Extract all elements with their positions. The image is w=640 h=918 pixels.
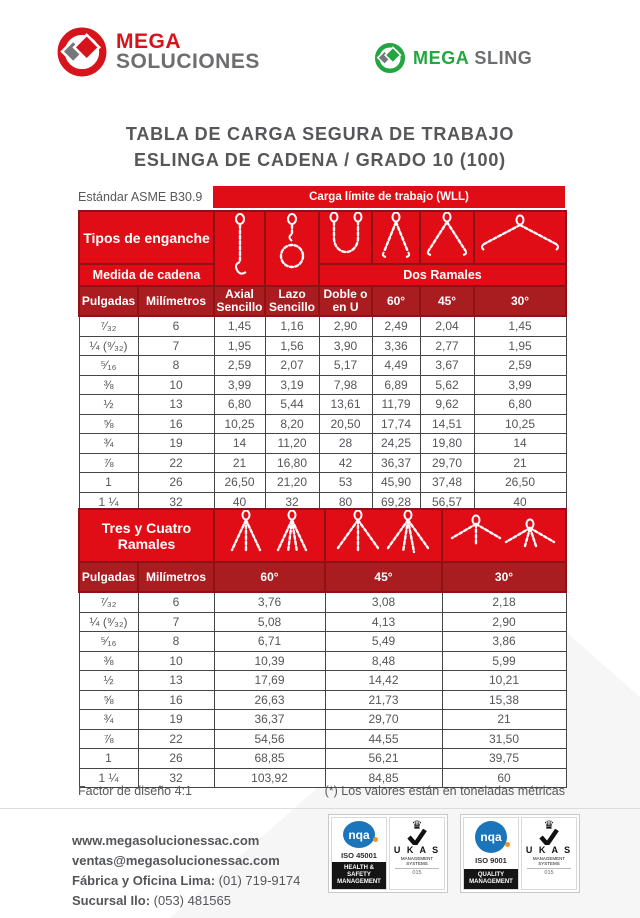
- mega-sling-logo: [374, 42, 532, 74]
- cell: 8: [138, 356, 214, 376]
- cell: ⅞: [79, 729, 138, 749]
- page-title: [0, 121, 640, 173]
- cell: 3,19: [265, 375, 319, 395]
- cell: 1,95: [214, 336, 265, 356]
- cell: 17,69: [214, 671, 325, 691]
- cell: ⁷⁄₃₂: [79, 592, 138, 612]
- lazo-sencillo-icon: [265, 211, 319, 286]
- cell: 26,50: [474, 473, 566, 493]
- title-line1: TABLA DE CARGA SEGURA DE TRABAJO: [125, 124, 515, 144]
- cell: 2,49: [372, 316, 420, 336]
- cell: 2,90: [319, 316, 372, 336]
- cell: 5,44: [265, 395, 319, 415]
- cell: 37,48: [420, 473, 474, 493]
- logo-word-soluciones: SOLUCIONES: [116, 50, 260, 73]
- cell: 2,90: [442, 612, 566, 632]
- table-row: [79, 316, 566, 336]
- cell: 44,55: [325, 729, 442, 749]
- table-row: [79, 473, 566, 493]
- cell: 5,49: [325, 632, 442, 652]
- cell: 1: [79, 473, 138, 493]
- cell: 3,76: [214, 592, 325, 612]
- cell: 6: [138, 592, 214, 612]
- cell: 9,62: [420, 395, 474, 415]
- cell: 10,21: [442, 671, 566, 691]
- nqa-9001-card: [463, 817, 519, 890]
- col-header-axial: Axial Sencillo: [214, 286, 265, 316]
- table-row: [79, 671, 566, 691]
- cell: 26,63: [214, 690, 325, 710]
- tres-cuatro-ramales-header: Tres y Cuatro Ramales: [79, 509, 214, 562]
- table-row: [79, 632, 566, 652]
- cell: 1,45: [214, 316, 265, 336]
- ukas-sub-label: MANAGEMENT SYSTEMS: [532, 856, 566, 866]
- cell: ¾: [79, 434, 138, 454]
- cell: 103,92: [214, 768, 325, 788]
- nqa-45001-card: [331, 817, 387, 890]
- cell: 68,85: [214, 749, 325, 769]
- cell: 6,71: [214, 632, 325, 652]
- ukas-divider: [395, 868, 438, 869]
- cell: 20,50: [319, 414, 372, 434]
- wll-banner: Carga límite de trabajo (WLL): [213, 186, 565, 208]
- ukas-9001-card: [521, 817, 577, 890]
- cell: ½: [79, 671, 138, 691]
- iso-45001-badge: [328, 814, 448, 893]
- cell: 26: [138, 749, 214, 769]
- col2-header-60: 60°: [214, 562, 325, 592]
- cell: 21: [474, 453, 566, 473]
- ukas-number: 015: [412, 870, 422, 876]
- iso-9001-label: ISO 9001: [475, 856, 507, 865]
- cell: ⅞: [79, 453, 138, 473]
- cell: 19: [138, 710, 214, 730]
- cell: 36,37: [214, 710, 325, 730]
- cell: 40: [474, 492, 566, 512]
- cell: 19: [138, 434, 214, 454]
- nqa-text: nqa: [480, 830, 502, 844]
- cell: 32: [138, 492, 214, 512]
- health-safety-label: HEALTH & SAFETY MANAGEMENT: [332, 862, 386, 889]
- crown-icon: ♛: [543, 818, 555, 832]
- cell: 5,62: [420, 375, 474, 395]
- wll-table-three-four: [78, 508, 567, 788]
- cell: 7,98: [319, 375, 372, 395]
- cell: 2,59: [214, 356, 265, 376]
- tres-cuatro-ramales-60-icon: [214, 509, 325, 562]
- cell: 28: [319, 434, 372, 454]
- cell: 42: [319, 453, 372, 473]
- table-row: [79, 592, 566, 612]
- cell: 1,56: [265, 336, 319, 356]
- logo-word-mega-sling: MEGA: [413, 47, 470, 68]
- cell: 53: [319, 473, 372, 493]
- ilo-branch-label: Sucursal Ilo:: [72, 893, 151, 908]
- col-header-30: 30°: [474, 286, 566, 316]
- cell: ⅝: [79, 690, 138, 710]
- cell: 3,99: [214, 375, 265, 395]
- cell: 29,70: [325, 710, 442, 730]
- cell: ⁵⁄₁₆: [79, 356, 138, 376]
- contact-block: [72, 831, 300, 911]
- tres-cuatro-ramales-30-icon: [442, 509, 566, 562]
- table-row: [79, 336, 566, 356]
- cell: 36,37: [372, 453, 420, 473]
- cell: 56,21: [325, 749, 442, 769]
- nqa-dot-icon: [505, 842, 510, 847]
- cell: 60: [442, 768, 566, 788]
- nqa-text: nqa: [348, 827, 370, 842]
- tres-cuatro-ramales-45-icon: [325, 509, 442, 562]
- title-line2: ESLINGA DE CADENA / GRADO 10 (100): [134, 150, 506, 170]
- cell: 32: [265, 492, 319, 512]
- cell: 3,36: [372, 336, 420, 356]
- cell: 6,89: [372, 375, 420, 395]
- cell: 80: [319, 492, 372, 512]
- cell: 40: [214, 492, 265, 512]
- cell: 10,25: [214, 414, 265, 434]
- cell: 54,56: [214, 729, 325, 749]
- cell: 3,90: [319, 336, 372, 356]
- cell: 5,17: [319, 356, 372, 376]
- cell: ⁵⁄₁₆: [79, 632, 138, 652]
- cell: 4,13: [325, 612, 442, 632]
- dos-ramales-60-icon: [372, 211, 420, 264]
- cell: 32: [138, 768, 214, 788]
- cell: 26,50: [214, 473, 265, 493]
- cell: ⅜: [79, 651, 138, 671]
- table-row: [79, 749, 566, 769]
- cell: 6,80: [474, 395, 566, 415]
- ukas-number: 015: [544, 870, 554, 876]
- footnotes: [78, 784, 565, 798]
- cell: ¼ (⁹⁄₃₂): [79, 612, 138, 632]
- design-factor-note: Factor de diseño 4:1: [78, 784, 192, 798]
- table-row: [79, 414, 566, 434]
- nqa-logo-icon: [343, 821, 375, 848]
- cell: 22: [138, 453, 214, 473]
- table-row: [79, 729, 566, 749]
- iso-45001-label: ISO 45001: [341, 851, 377, 860]
- cell: 7: [138, 612, 214, 632]
- cell: 21: [442, 710, 566, 730]
- metric-tons-note: (*) Los valores están en toneladas métricas: [324, 784, 565, 798]
- cell: ¼ (⁹⁄₃₂): [79, 336, 138, 356]
- cell: 1,45: [474, 316, 566, 336]
- cell: 16,80: [265, 453, 319, 473]
- col2-header-milimetros: Milímetros: [138, 562, 214, 592]
- col2-header-30: 30°: [442, 562, 566, 592]
- cell: 14,51: [420, 414, 474, 434]
- cell: 10,25: [474, 414, 566, 434]
- table-row: [79, 356, 566, 376]
- cell: 3,08: [325, 592, 442, 612]
- cell: 5,08: [214, 612, 325, 632]
- cell: 2,18: [442, 592, 566, 612]
- footer-divider: [0, 808, 640, 809]
- cell: 3,86: [442, 632, 566, 652]
- nqa-logo-icon: [475, 821, 507, 853]
- table-row: [79, 434, 566, 454]
- cell: 2,59: [474, 356, 566, 376]
- cell: 29,70: [420, 453, 474, 473]
- cell: 1 ¼: [79, 492, 138, 512]
- cell: 22: [138, 729, 214, 749]
- cell: 10: [138, 651, 214, 671]
- cell: 8: [138, 632, 214, 652]
- ukas-45001-card: [389, 817, 445, 890]
- cell: 10,39: [214, 651, 325, 671]
- col-header-milimetros: Milímetros: [138, 286, 214, 316]
- logo-word-mega: MEGA: [116, 30, 181, 53]
- cell: 19,80: [420, 434, 474, 454]
- ukas-divider: [527, 868, 570, 869]
- doble-o-en-u-icon: [319, 211, 372, 264]
- cell: 3,67: [420, 356, 474, 376]
- medida-de-cadena-header: Medida de cadena: [79, 264, 214, 286]
- cell: 13,61: [319, 395, 372, 415]
- cell: 39,75: [442, 749, 566, 769]
- cell: 1 ¼: [79, 768, 138, 788]
- cell: 45,90: [372, 473, 420, 493]
- checkmark-icon: [406, 829, 428, 845]
- col-header-doble: Doble o en U: [319, 286, 372, 316]
- cell: 15,38: [442, 690, 566, 710]
- cell: ⁷⁄₃₂: [79, 316, 138, 336]
- cell: 14: [474, 434, 566, 454]
- table-row: [79, 710, 566, 730]
- cell: 14: [214, 434, 265, 454]
- cell: ⅜: [79, 375, 138, 395]
- cell: 1,16: [265, 316, 319, 336]
- wll-table2-body: [79, 592, 566, 788]
- wll-table-single-double: [78, 210, 567, 512]
- cell: 1,95: [474, 336, 566, 356]
- cell: ⅝: [79, 414, 138, 434]
- cell: 6,80: [214, 395, 265, 415]
- axial-sencillo-icon: [214, 211, 265, 286]
- cell: 2,77: [420, 336, 474, 356]
- cell: ¾: [79, 710, 138, 730]
- cell: 8,20: [265, 414, 319, 434]
- cell: 21: [214, 453, 265, 473]
- website-text: www.megasolucionessac.com: [72, 833, 260, 848]
- cell: 5,99: [442, 651, 566, 671]
- table-row: [79, 690, 566, 710]
- dos-ramales-45-icon: [420, 211, 474, 264]
- cell: 21,73: [325, 690, 442, 710]
- cell: 13: [138, 395, 214, 415]
- checkmark-icon: [538, 829, 560, 845]
- cell: 10: [138, 375, 214, 395]
- ilo-branch-phone: (053) 481565: [153, 893, 231, 908]
- cell: 16: [138, 690, 214, 710]
- lima-office-label: Fábrica y Oficina Lima:: [72, 873, 216, 888]
- cell: 17,74: [372, 414, 420, 434]
- cell: 1: [79, 749, 138, 769]
- cell: 6: [138, 316, 214, 336]
- standard-label: Estándar ASME B30.9: [78, 190, 203, 204]
- crown-icon: ♛: [411, 818, 423, 832]
- lima-office-phone: (01) 719-9174: [218, 873, 301, 888]
- dos-ramales-30-icon: [474, 211, 566, 264]
- cell: 11,79: [372, 395, 420, 415]
- mega-soluciones-mark-icon: [56, 26, 108, 78]
- table-row: [79, 612, 566, 632]
- col-header-pulgadas: Pulgadas: [79, 286, 138, 316]
- iso-9001-badge: [460, 814, 580, 893]
- standard-row: [78, 186, 565, 208]
- col2-header-pulgadas: Pulgadas: [79, 562, 138, 592]
- table-row: [79, 395, 566, 415]
- cell: 13: [138, 671, 214, 691]
- dos-ramales-header: Dos Ramales: [319, 264, 566, 286]
- cell: ½: [79, 395, 138, 415]
- cell: 8,48: [325, 651, 442, 671]
- cell: 11,20: [265, 434, 319, 454]
- cell: 31,50: [442, 729, 566, 749]
- ukas-label: U K A S: [393, 845, 441, 855]
- logo-word-sling: SLING: [474, 47, 533, 68]
- cell: 21,20: [265, 473, 319, 493]
- cell: 84,85: [325, 768, 442, 788]
- col-header-60: 60°: [372, 286, 420, 316]
- ukas-sub-label: MANAGEMENT SYSTEMS: [400, 856, 434, 866]
- cell: 7: [138, 336, 214, 356]
- mega-soluciones-logo: [56, 26, 260, 78]
- col-header-45: 45°: [420, 286, 474, 316]
- table-row: [79, 651, 566, 671]
- ukas-label: U K A S: [525, 845, 573, 855]
- table-row: [79, 375, 566, 395]
- cell: 2,04: [420, 316, 474, 336]
- cell: 26: [138, 473, 214, 493]
- mega-sling-mark-icon: [374, 42, 406, 74]
- wll-table1-body: [79, 316, 566, 512]
- nqa-dot-icon: [373, 837, 378, 842]
- col2-header-45: 45°: [325, 562, 442, 592]
- cell: 16: [138, 414, 214, 434]
- col-header-lazo: Lazo Sencillo: [265, 286, 319, 316]
- cell: 69,28: [372, 492, 420, 512]
- cell: 4,49: [372, 356, 420, 376]
- cell: 14,42: [325, 671, 442, 691]
- tipos-de-enganche-header: Tipos de enganche: [79, 211, 214, 264]
- cell: 24,25: [372, 434, 420, 454]
- table-row: [79, 453, 566, 473]
- quality-management-label: QUALITY MANAGEMENT: [464, 869, 518, 889]
- cell: 56,57: [420, 492, 474, 512]
- cell: 3,99: [474, 375, 566, 395]
- email-text: ventas@megasolucionessac.com: [72, 853, 280, 868]
- cell: 2,07: [265, 356, 319, 376]
